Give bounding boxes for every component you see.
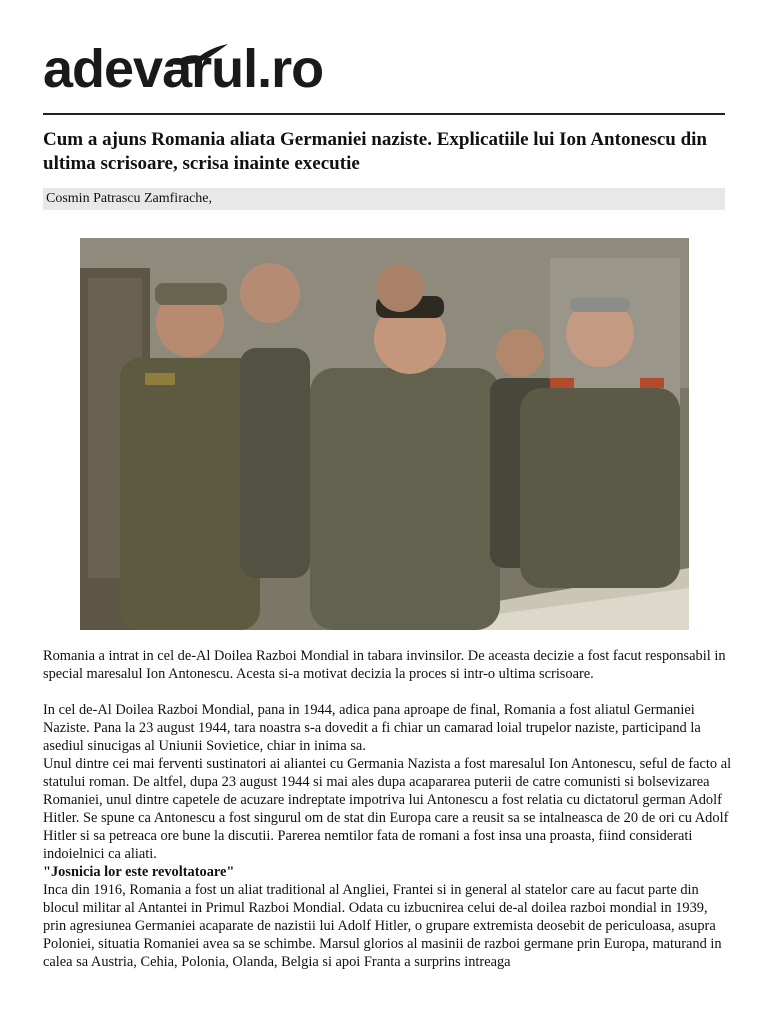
article-author: Cosmin Patrascu Zamfirache, (46, 191, 213, 206)
author-bar (43, 188, 725, 210)
paragraph: In cel de-Al Doilea Razboi Mondial, pana in 1944, adica pana aproape de final, Romania a fost aliatul Germaniei Naziste. Pana la 23 august 1944, tara noastra s-a dovedit a fi chiar un camarad loial trupelor naziste, participand la asediul sinucigas al Uniunii Sovietice, chiar in inima sa. (43, 702, 701, 754)
article-photo (80, 238, 689, 630)
paragraph: Romania a intrat in cel de-Al Doilea Razboi Mondial in tabara invinsilor. De aceasta decizie a fost facut responsabil in special maresalul Ion Antonescu. Acesta si-a motivat decizia la proces si intr-o ultima scrisoare. (43, 648, 726, 682)
article-body (43, 647, 733, 971)
header-divider (43, 113, 725, 115)
paragraph: Inca din 1916, Romania a fost un aliat traditional al Angliei, Frantei si in general al statelor care au facut parte din blocul militar al Antantei in Primul Razboi Mondial. Odata cu izbucnirea celui de-al doilea razboi mondial in 1939, prin agresiunea Germaniei acaparate de nazistii lui Adolf Hitler, o grupare extremista deosebit de periculoasa, asupra Poloniei, situatia Romaniei avea sa se schimbe. Marsul glorios al masinii de razboi germane prin Europa, maturand in calea sa Austria, Cehia, Polonia, Olanda, Belgia si apoi Franta a surprins intreaga (43, 882, 722, 970)
paragraph: Unul dintre cei mai ferventi sustinatori ai aliantei cu Germania Nazista a fost maresalul Ion Antonescu, seful de facto al statului roman. De altfel, dupa 23 august 1944 si mai ales dupa acapararea puterii de catre comunisti si bolsevizarea Romaniei, unul dintre capetele de acuzare indreptate impotriva lui Antonescu a fost relatia cu dictatorul german Adolf Hitler. Se spune ca Antonescu a fost singurul om de stat din Europa care a reusit sa se intalneasca de 20 de ori cu Adolf Hitler si sa petreaca ore bune la discutii. Parerea nemtilor fata de romani a fost insa una proasta, fiind considerati indoielnici ca aliati. (43, 756, 732, 862)
site-logo[interactable]: adevarul.ro (43, 39, 324, 99)
article-headline: Cum a ajuns Romania aliata Germaniei naziste. Explicatiile lui Ion Antonescu din ultima scrisoare, scrisa inainte executie (43, 129, 707, 174)
subheading: "Josnicia lor este revoltatoare" (43, 864, 235, 880)
bird-icon (170, 42, 230, 72)
